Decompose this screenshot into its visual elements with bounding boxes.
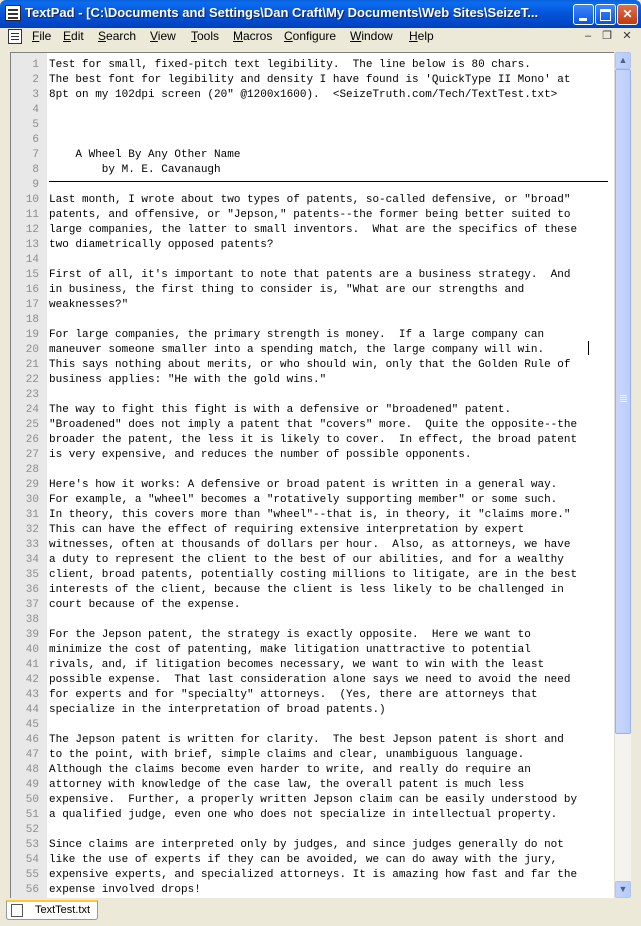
text-line[interactable]: for experts and for "specialty" attorneys. (Yes, there are attorneys that bbox=[49, 689, 538, 701]
line-number: 30 bbox=[25, 494, 39, 506]
text-line[interactable]: specialize in the interpretation of broad patents.) bbox=[49, 704, 386, 716]
line-number: 18 bbox=[25, 314, 39, 326]
text-line[interactable]: First of all, it's important to note that patents are a business strategy. And bbox=[49, 269, 571, 281]
close-button[interactable] bbox=[617, 4, 638, 25]
line-number: 54 bbox=[25, 854, 39, 866]
doc-minimize-icon[interactable]: – bbox=[584, 30, 592, 42]
text-line[interactable]: expensive. Further, a properly written Jepson claim can be easily understood by bbox=[49, 794, 578, 806]
text-line[interactable]: court because of the expense. bbox=[49, 599, 241, 611]
text-line[interactable]: This says nothing about merits, or who should win, only that the Golden Rule of bbox=[49, 359, 571, 371]
line-number: 6 bbox=[32, 134, 39, 146]
text-line[interactable]: to the point, with brief, simple claims and clear, unambiguous language. bbox=[49, 749, 525, 761]
line-number: 42 bbox=[25, 674, 39, 686]
menu-edit[interactable]: Edit bbox=[63, 29, 84, 43]
line-number: 48 bbox=[25, 764, 39, 776]
text-caret bbox=[588, 341, 589, 355]
tab-label: TextTest.txt bbox=[35, 904, 91, 916]
line-number: 10 bbox=[25, 194, 39, 206]
line-numbers bbox=[13, 58, 39, 898]
text-line[interactable] bbox=[49, 103, 613, 118]
line-number: 5 bbox=[32, 119, 39, 131]
text-line[interactable] bbox=[49, 823, 613, 838]
scroll-down-arrow-icon[interactable]: ▼ bbox=[615, 881, 631, 898]
text-line[interactable]: The best font for legibility and density I have found is 'QuickType II Mono' at bbox=[49, 74, 571, 86]
menu-help[interactable]: Help bbox=[409, 29, 434, 43]
text-line[interactable]: patents, and offensive, or "Jepson," patents--the former being better suited to bbox=[49, 209, 571, 221]
line-number: 26 bbox=[25, 434, 39, 446]
line-number: 50 bbox=[25, 794, 39, 806]
line-number: 53 bbox=[25, 839, 39, 851]
menu-configure[interactable]: Configure bbox=[284, 29, 337, 43]
scroll-up-arrow-icon[interactable]: ▲ bbox=[615, 52, 631, 69]
line-number: 9 bbox=[32, 179, 39, 191]
line-number: 45 bbox=[25, 719, 39, 731]
text-line[interactable]: business applies: "He with the gold wins." bbox=[49, 374, 327, 386]
line-number: 8 bbox=[32, 164, 39, 176]
text-line[interactable]: Since claims are interpreted only by judges, and since judges generally do not bbox=[49, 839, 564, 851]
line-number: 14 bbox=[25, 254, 39, 266]
horizontal-rule-line bbox=[49, 181, 608, 182]
line-number: 12 bbox=[25, 224, 39, 236]
tab-texttest[interactable] bbox=[6, 900, 98, 920]
line-number: 16 bbox=[25, 284, 39, 296]
text-line[interactable] bbox=[49, 133, 613, 148]
maximize-button[interactable] bbox=[595, 4, 616, 25]
line-number: 35 bbox=[25, 569, 39, 581]
text-line[interactable] bbox=[49, 118, 613, 133]
line-number: 44 bbox=[25, 704, 39, 716]
text-line[interactable] bbox=[49, 253, 613, 268]
document-tab-bar bbox=[0, 898, 641, 926]
text-line[interactable]: is very expensive, and reduces the number of possible opponents. bbox=[49, 449, 472, 461]
text-line[interactable]: For large companies, the primary strength is money. If a large company can bbox=[49, 329, 545, 341]
line-number: 36 bbox=[25, 584, 39, 596]
menu-tools[interactable]: Tools bbox=[191, 29, 220, 43]
text-line[interactable]: interests of the client, because the client is less likely to be challenged in bbox=[49, 584, 564, 596]
text-line[interactable]: Last month, I wrote about two types of patents, so-called defensive, or "broad" bbox=[49, 194, 571, 206]
line-number: 13 bbox=[25, 239, 39, 251]
line-number: 11 bbox=[25, 209, 39, 221]
line-number: 38 bbox=[25, 614, 39, 626]
text-line[interactable]: large companies, the latter to small inventors. What are the specifics of these bbox=[49, 224, 578, 236]
line-number: 41 bbox=[25, 659, 39, 671]
line-number: 56 bbox=[25, 884, 39, 896]
menu-search[interactable]: Search bbox=[98, 29, 137, 43]
line-number: 28 bbox=[25, 464, 39, 476]
line-number: 21 bbox=[25, 359, 39, 371]
text-line[interactable]: expensive experts, and specialized attorneys. It is amazing how fast and far the bbox=[49, 869, 578, 881]
line-number: 33 bbox=[25, 539, 39, 551]
text-line[interactable]: a qualified judge, even one who does not specialize in intellectual property. bbox=[49, 809, 558, 821]
line-number: 43 bbox=[25, 689, 39, 701]
line-number: 19 bbox=[25, 329, 39, 341]
text-line[interactable]: in business, the first thing to consider is, "What are our strengths and bbox=[49, 284, 525, 296]
text-line[interactable]: weaknesses?" bbox=[49, 299, 129, 311]
text-line[interactable]: by M. E. Cavanaugh bbox=[49, 164, 221, 176]
text-line[interactable]: "Broadened" does not imply a patent that "covers" more. Quite the opposite--the bbox=[49, 419, 578, 431]
line-number: 15 bbox=[25, 269, 39, 281]
text-line[interactable]: Although the claims become even harder to write, and really do require an bbox=[49, 764, 531, 776]
text-line[interactable]: A Wheel By Any Other Name bbox=[49, 149, 241, 161]
text-line[interactable]: minimize the cost of patenting, make litigation unattractive to potential bbox=[49, 644, 531, 656]
menu-bar bbox=[0, 28, 641, 46]
line-number: 4 bbox=[32, 104, 39, 116]
line-number: 37 bbox=[25, 599, 39, 611]
line-number: 31 bbox=[25, 509, 39, 521]
vertical-scrollbar[interactable] bbox=[614, 52, 631, 898]
line-number: 23 bbox=[25, 389, 39, 401]
line-number: 55 bbox=[25, 869, 39, 881]
file-icon bbox=[11, 904, 23, 917]
text-line[interactable] bbox=[49, 613, 613, 628]
line-number: 2 bbox=[32, 74, 39, 86]
title-bar[interactable] bbox=[0, 0, 641, 28]
text-line[interactable] bbox=[49, 463, 613, 478]
line-number: 40 bbox=[25, 644, 39, 656]
text-line[interactable]: like the use of experts if they can be avoided, we can do away with the jury, bbox=[49, 854, 558, 866]
text-line[interactable]: Test for small, fixed-pitch text legibility. The line below is 80 chars. bbox=[49, 59, 531, 71]
text-line[interactable]: For example, a "wheel" becomes a "rotatively supporting member" or some such. bbox=[49, 494, 558, 506]
text-line[interactable] bbox=[49, 313, 613, 328]
line-number: 49 bbox=[25, 779, 39, 791]
text-line[interactable] bbox=[49, 718, 613, 733]
text-editor[interactable] bbox=[10, 52, 631, 898]
line-number: 39 bbox=[25, 629, 39, 641]
menu-macros[interactable]: Macros bbox=[233, 29, 273, 43]
line-number: 52 bbox=[25, 824, 39, 836]
text-line[interactable]: broader the patent, the less it is likely to cover. In effect, the broad patent bbox=[49, 434, 578, 446]
line-number: 3 bbox=[32, 89, 39, 101]
line-number: 25 bbox=[25, 419, 39, 431]
line-number: 32 bbox=[25, 524, 39, 536]
doc-restore-icon[interactable]: ❐ bbox=[602, 30, 612, 42]
text-line[interactable]: In theory, this covers more than "wheel"--that is, in theory, it "claims more." bbox=[49, 509, 571, 521]
text-line[interactable]: attorney with knowledge of the case law, the overall patent is much less bbox=[49, 779, 525, 791]
line-number: 1 bbox=[32, 59, 39, 71]
text-line[interactable]: maneuver someone smaller into a spending match, the large company will win. bbox=[49, 344, 545, 356]
line-number: 47 bbox=[25, 749, 39, 761]
text-line[interactable]: expense involved drops! bbox=[49, 884, 201, 896]
text-line[interactable]: 8pt on my 102dpi screen (20" @1200x1600). <SeizeTruth.com/Tech/TextTest.txt> bbox=[49, 89, 558, 101]
textpad-app-icon[interactable] bbox=[5, 5, 21, 21]
document-icon[interactable] bbox=[8, 29, 22, 44]
line-number: 24 bbox=[25, 404, 39, 416]
text-line[interactable]: client, broad patents, potentially costing millions to litigate, are in the best bbox=[49, 569, 578, 581]
line-number: 46 bbox=[25, 734, 39, 746]
text-line[interactable]: Here's how it works: A defensive or broad patent is written in a general way. bbox=[49, 479, 558, 491]
text-line[interactable]: The way to fight this fight is with a defensive or "broadened" patent. bbox=[49, 404, 512, 416]
menu-view[interactable]: View bbox=[150, 29, 176, 43]
text-line[interactable]: For the Jepson patent, the strategy is exactly opposite. Here we want to bbox=[49, 629, 531, 641]
text-line[interactable]: a duty to represent the client to the best of our abilities, and for a wealthy bbox=[49, 554, 564, 566]
text-line[interactable]: two diametrically opposed patents? bbox=[49, 239, 274, 251]
text-line[interactable]: possible expense. That last consideration alone says we need to avoid the need bbox=[49, 674, 571, 686]
line-number: 7 bbox=[32, 149, 39, 161]
line-number: 17 bbox=[25, 299, 39, 311]
line-number: 22 bbox=[25, 374, 39, 386]
doc-close-icon[interactable]: ✕ bbox=[622, 30, 632, 42]
minimize-button[interactable] bbox=[573, 4, 594, 25]
menu-window[interactable]: Window bbox=[350, 29, 393, 43]
line-number: 51 bbox=[25, 809, 39, 821]
window-title: TextPad - [C:\Documents and Settings\Dan Craft\My Documents\Web Sites\SeizeT... bbox=[25, 5, 539, 20]
text-line[interactable] bbox=[49, 388, 613, 403]
line-number: 29 bbox=[25, 479, 39, 491]
scrollbar-thumb[interactable] bbox=[615, 69, 631, 734]
line-number: 27 bbox=[25, 449, 39, 461]
text-line[interactable]: witnesses, often at thousands of dollars per hour. Also, as attorneys, we have bbox=[49, 539, 571, 551]
line-number: 34 bbox=[25, 554, 39, 566]
menu-file[interactable]: File bbox=[32, 29, 52, 43]
line-number: 20 bbox=[25, 344, 39, 356]
text-line[interactable]: This can have the effect of requiring extensive interpretation by expert bbox=[49, 524, 525, 536]
text-line[interactable]: rivals, and, if litigation becomes necessary, we want to win with the least bbox=[49, 659, 545, 671]
grip-icon bbox=[620, 395, 627, 396]
text-line[interactable]: The Jepson patent is written for clarity. The best Jepson patent is short and bbox=[49, 734, 564, 746]
document-text[interactable] bbox=[49, 58, 613, 898]
